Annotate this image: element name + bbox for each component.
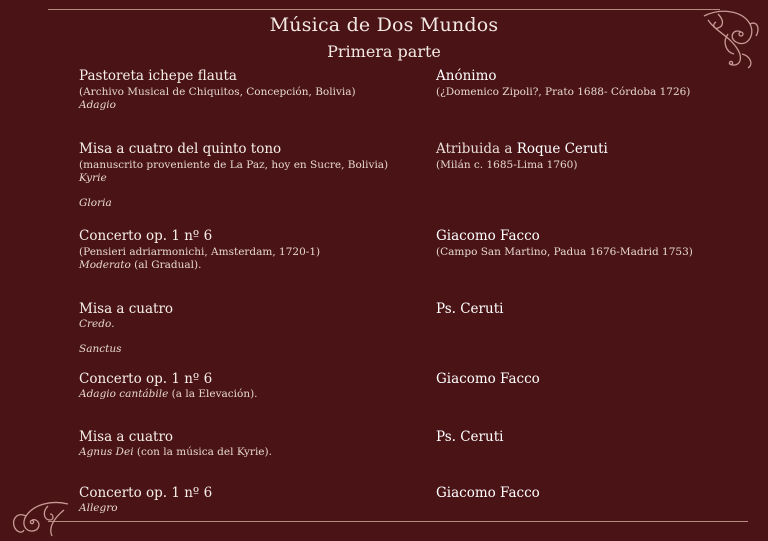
movement-note: (al Gradual). [130, 259, 202, 271]
movement-name: Kyrie [79, 172, 107, 184]
composer-name [436, 484, 756, 502]
composer-column [436, 227, 756, 259]
movement-line [79, 172, 424, 185]
composer-column [436, 140, 756, 172]
work-column [79, 300, 424, 357]
movement-name: Adagio cantábile [79, 388, 169, 400]
movement-line [79, 388, 424, 401]
movement-line [79, 259, 424, 272]
work-title: Concerto op. 1 nº 6 [79, 228, 213, 244]
work-title: Pastoreta ichepe flauta [79, 68, 237, 84]
composer-name [436, 140, 756, 158]
composer-column [436, 67, 756, 99]
composer-name [436, 428, 756, 446]
composer-name-text: Ps. Ceruti [436, 429, 504, 445]
work-source: (Archivo Musical de Chiquitos, Concepción, Bolivia) [79, 86, 356, 98]
composer-name-text: Roque Ceruti [516, 141, 608, 157]
composer-column [436, 428, 756, 446]
movement-note: (a la Elevación). [168, 388, 258, 400]
movement-name: Credo. [79, 318, 115, 330]
work-title: Concerto op. 1 nº 6 [79, 371, 213, 387]
composer-column [436, 484, 756, 502]
work-title: Misa a cuatro [79, 429, 174, 445]
work-column [79, 227, 424, 272]
movement-line [79, 341, 424, 357]
work-title: Concerto op. 1 nº 6 [79, 485, 213, 501]
movement-note: (con la música del Kyrie). [133, 446, 272, 458]
work-column [79, 140, 424, 211]
movement-name: Allegro [79, 502, 118, 514]
composer-dates: (Campo San Martino, Padua 1676-Madrid 1753) [436, 246, 693, 258]
bottom-rule [48, 521, 748, 522]
movement-line [79, 502, 424, 515]
movement-line [79, 318, 424, 331]
composer-name-text: Anónimo [436, 68, 497, 84]
work-title: Misa a cuatro del quinto tono [79, 141, 282, 157]
composer-dates: (Milán c. 1685-Lima 1760) [436, 159, 578, 171]
composer-name [436, 370, 756, 388]
movement-line [79, 195, 424, 211]
top-rule [48, 9, 720, 10]
work-source: (manuscrito proveniente de La Paz, hoy en Sucre, Bolivia) [79, 159, 389, 171]
composer-column [436, 300, 756, 318]
work-column [79, 484, 424, 515]
composer-name-text: Ps. Ceruti [436, 301, 504, 317]
movement-name: Agnus Dei [79, 446, 134, 458]
composer-attribution: Atribuida a [436, 141, 517, 157]
composer-column [436, 370, 756, 388]
movement-name: Moderato [79, 259, 131, 271]
page-subtitle: Primera parte [327, 42, 441, 61]
composer-name [436, 67, 756, 85]
work-title: Misa a cuatro [79, 301, 174, 317]
work-source: (Pensieri adriarmonichi, Amsterdam, 1720-1) [79, 246, 321, 258]
movement-name: Sanctus [79, 343, 122, 355]
flourish-ornament-icon [8, 498, 72, 538]
composer-name-text: Giacomo Facco [436, 371, 540, 387]
movement-name: Gloria [79, 197, 112, 209]
work-column [79, 370, 424, 401]
composer-name [436, 300, 756, 318]
movement-line [79, 446, 424, 459]
composer-name-text: Giacomo Facco [436, 228, 540, 244]
movement-line [79, 99, 424, 112]
movement-name: Adagio [79, 99, 116, 111]
page-title: Música de Dos Mundos [269, 14, 499, 36]
work-column [79, 428, 424, 459]
composer-dates: (¿Domenico Zipoli?, Prato 1688- Córdoba 1726) [436, 86, 691, 98]
work-column [79, 67, 424, 112]
composer-name-text: Giacomo Facco [436, 485, 540, 501]
composer-name [436, 227, 756, 245]
